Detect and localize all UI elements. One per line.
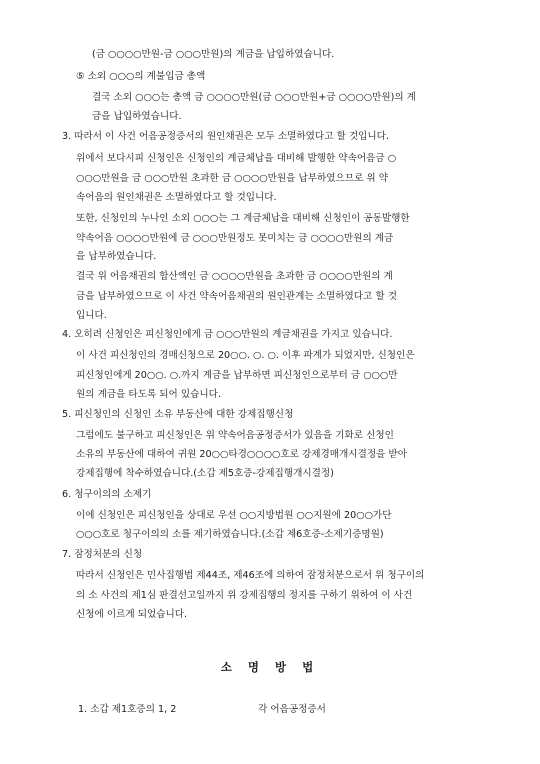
evidence-item-number: 1. 소갑 제1호증의 1, 2 [78,704,177,715]
section-heading: 5. 피신청인의 신청인 소유 부동산에 대한 강제집행신청 [62,409,294,420]
section-heading: 7. 잠정처분의 신청 [62,549,143,560]
body-line: 또한, 신청인의 누나인 소외 ○○○는 그 계금체납을 대비해 신청인이 공동발행한 [76,213,410,224]
body-line: 을 납부하였습니다. [76,251,157,262]
body-line: 금을 납부하였으므로 이 사건 약속어음채권의 원인관계는 소멸하였다고 할 것 [76,291,397,302]
body-line: 약속어음 ○○○○만원에 금 ○○○만원정도 못미치는 금 ○○○○만원의 계금 [76,233,394,244]
body-line: 이 사건 피신청인의 경매신청으로 20○○. ○. ○. 이후 파계가 되었지만, 신청인은 [76,350,415,361]
body-line: 강제집행에 착수하였습니다.(소갑 제5호증-강제집행개시결정) [76,468,334,479]
body-line: ○○○호로 청구이의의 소를 제기하였습니다.(소갑 제6호증-소제기증명원) [76,529,384,540]
body-line: ⑤ 소외 ○○○의 계불입금 총액 [76,71,206,82]
body-line: 신청에 이르게 되었습니다. [76,609,188,620]
body-line: 따라서 신청인은 민사집행법 제44조, 제46조에 의하여 잠정처분으로서 위 청구이의 [76,570,425,581]
evidence-item-description: 각 어음공정증서 [258,704,326,715]
body-line: 그럼에도 불구하고 피신청인은 위 약속어음공정증서가 있음을 기화로 신청인 [76,430,394,441]
body-line: 속어음의 원인채권은 소멸하였다고 할 것입니다. [76,192,277,203]
body-line: 위에서 보다시피 신청인은 신청인의 계금체납을 대비해 발행한 약속어음금 ○ [76,153,397,164]
evidence-heading: 소 명 방 법 [220,660,320,674]
body-line: (금 ○○○○만원-금 ○○○만원)의 계금을 납입하였습니다. [92,49,335,60]
body-line: 결국 위 어음채권의 합산액인 금 ○○○○만원을 초과한 금 ○○○○만원의 계 [76,271,393,282]
body-line: 입니다. [76,310,107,321]
body-line: 피신청인에게 20○○. ○.까지 계금을 납부하면 피신청인으로부터 금 ○○○만 [76,370,398,381]
body-line: 원의 계금을 타도록 되어 있습니다. [76,389,221,400]
body-line: 금을 납입하였습니다. [92,111,182,122]
body-line: 소유의 부동산에 대하여 귀원 20○○타경○○○○호로 강제경매개시결정을 받아 [76,449,407,460]
body-line: 이에 신청인은 피신청인을 상대로 우선 ○○지방법원 ○○지원에 20○○가단 [76,510,392,521]
body-line: 의 소 사건의 제1심 판결선고일까지 위 강제집행의 정지를 구하기 위하여 이 사건 [76,590,413,601]
section-heading: 3. 따라서 이 사건 어음공정증서의 원인채권은 모두 소멸하였다고 할 것입니다. [62,131,389,142]
section-heading: 6. 청구이의의 소제기 [62,489,152,500]
section-heading: 4. 오히려 신청인은 피신청인에게 금 ○○○만원의 계금채권을 가지고 있습니다. [62,329,393,340]
body-line: 결국 소외 ○○○는 총액 금 ○○○○만원(금 ○○○만원+금 ○○○○만원)의 계 [92,92,416,103]
body-line: ○○○만원을 금 ○○○만원 초과한 금 ○○○○만원을 납부하였으므로 위 약 [76,173,388,184]
